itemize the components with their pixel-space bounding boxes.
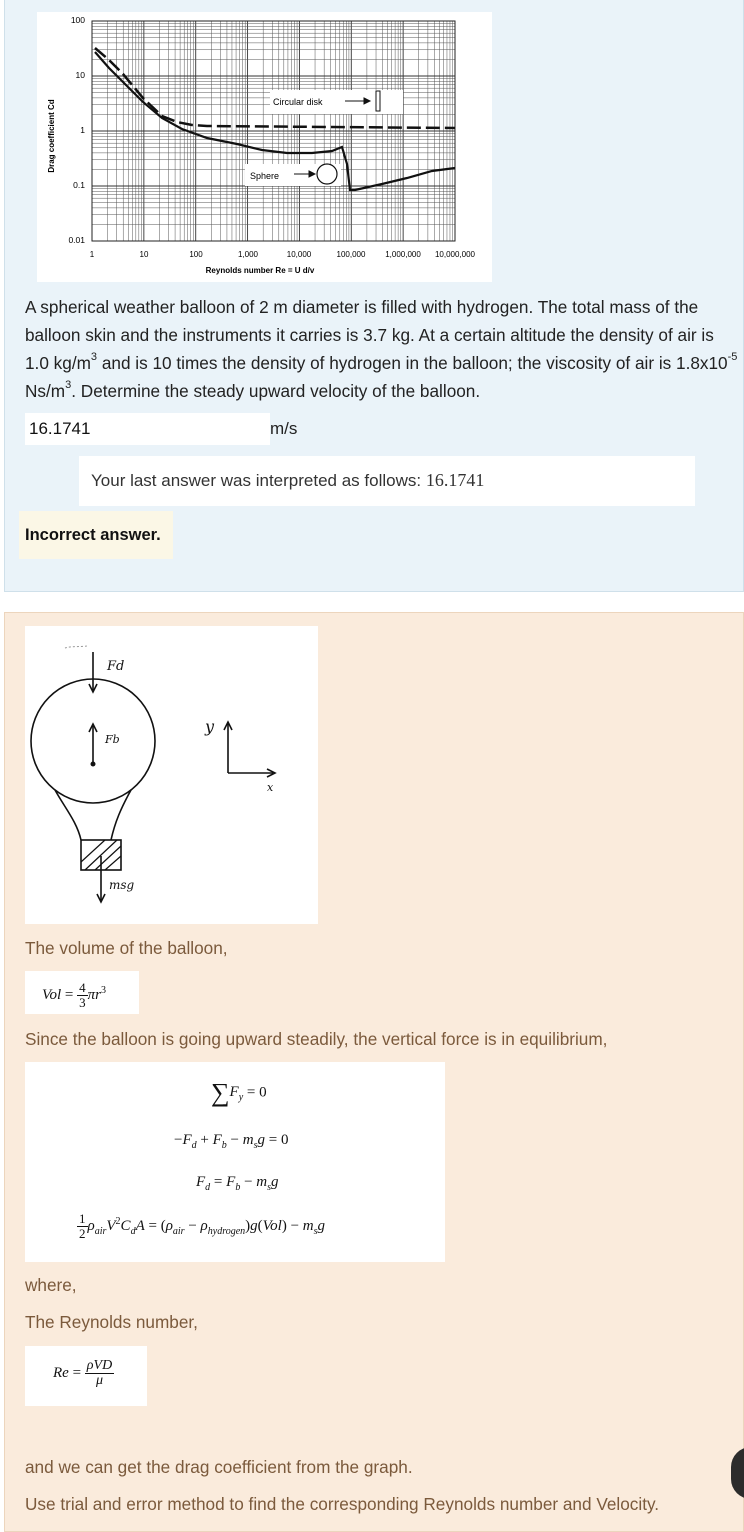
x-tick-label: 1,000,000: [385, 250, 421, 259]
x-axis-label: x: [267, 781, 274, 794]
equilibrium-intro: Since the balloon is going upward steadily, the vertical force is in equilibrium,: [25, 1029, 608, 1049]
feedback-status: Incorrect answer.: [19, 511, 173, 559]
sketch-svg: [25, 626, 318, 924]
superscript: -5: [727, 351, 738, 364]
where-text: where,: [25, 1275, 77, 1295]
y-tick-label: 10: [75, 70, 85, 80]
chart-grid: [92, 21, 455, 241]
volume-formula: [25, 971, 139, 1014]
question-text-part: Ns/m: [25, 381, 66, 401]
question-text-part: . Determine the steady upward velocity of the balloon.: [71, 381, 481, 401]
y-axis-label: y: [205, 717, 215, 736]
fb-label: Fb: [105, 733, 120, 746]
answer-unit: m/s: [270, 419, 298, 438]
x-tick-label: 1,000: [237, 250, 259, 259]
x-tick-label: 100: [189, 250, 203, 259]
question-text-part: A spherical weather balloon of 2 m diameter is filled with hydrogen. The total mass of the balloon skin and the instruments it carries is 3.7 kg. At a certain altitude the density of air is 1.0 kg/m: [25, 297, 714, 373]
sphere-label: Sphere: [250, 171, 280, 181]
drag-coefficient-chart: [37, 12, 492, 282]
reynolds-intro: The Reynolds number,: [25, 1312, 198, 1332]
graph-note: and we can get the drag coefficient from the graph.: [25, 1457, 413, 1477]
fd-label: Fd: [107, 659, 125, 674]
sketch-mark: [65, 646, 87, 648]
reynolds-equation: Re = $\frac{\text{ρVD}}{\mu}$: [53, 1358, 113, 1388]
y-axis-label: Drag coefficient Cd: [47, 99, 56, 173]
y-tick-label: 100: [70, 15, 85, 25]
question-text-part: and is 10 times the density of hydrogen in the balloon; the viscosity of air is 1.8x10: [97, 353, 728, 373]
free-body-sketch: [25, 626, 318, 924]
superscript: 3: [90, 351, 98, 364]
interpretation-value: 16.1741: [425, 470, 485, 490]
x-tick-label: 1: [89, 250, 95, 259]
sum-forces-equation: $\sum F_y = 0$: [211, 1078, 267, 1107]
superscript: 3: [65, 379, 72, 392]
reynolds-formula: [25, 1346, 147, 1406]
x-tick-label: 10,000: [286, 250, 312, 259]
question-text: [25, 293, 741, 405]
y-tick-label: 0.1: [73, 180, 85, 190]
y-tick-label: 1: [80, 125, 85, 135]
x-axis-label: Reynolds number Re = U d/v: [205, 266, 315, 275]
trial-note: Use trial and error method to find the corresponding Reynolds number and Velocity.: [25, 1494, 660, 1514]
x-tick-label: 10: [139, 250, 149, 259]
interpretation-text: [91, 470, 484, 491]
force-balance-equations: [25, 1062, 445, 1262]
interpretation-label: Your last answer was interpreted as follows:: [91, 471, 426, 490]
center-dot: [91, 762, 96, 767]
rope-right: [111, 790, 131, 840]
volume-equation: Vol = $\frac{4}{3}$ $\pi r^3$: [42, 980, 106, 1010]
force-equation-1: $-F_d + F_b - m_sg = 0$: [174, 1132, 289, 1151]
volume-intro: The volume of the balloon,: [25, 938, 228, 958]
force-equation-2: $F_d = F_b - m_sg$: [196, 1174, 279, 1193]
answer-input[interactable]: [25, 413, 270, 445]
chart-svg: [37, 12, 492, 282]
interpretation-box: [79, 456, 695, 506]
y-tick-label: 0.01: [68, 235, 85, 245]
x-tick-label: 100,000: [336, 250, 366, 259]
msg-label: msg: [109, 878, 135, 892]
x-tick-labels: [90, 250, 476, 259]
drag-equation: $\frac{1}{2}$ $\rho_{air}V^2C_dA = (\rho_{air} - \rho_{hydrogen})g(Vol) - m_sg$: [79, 1211, 326, 1241]
y-tick-labels: [68, 15, 85, 245]
circular-disk-label: Circular disk: [273, 97, 323, 107]
x-tick-label: 10,000,000: [434, 250, 476, 259]
